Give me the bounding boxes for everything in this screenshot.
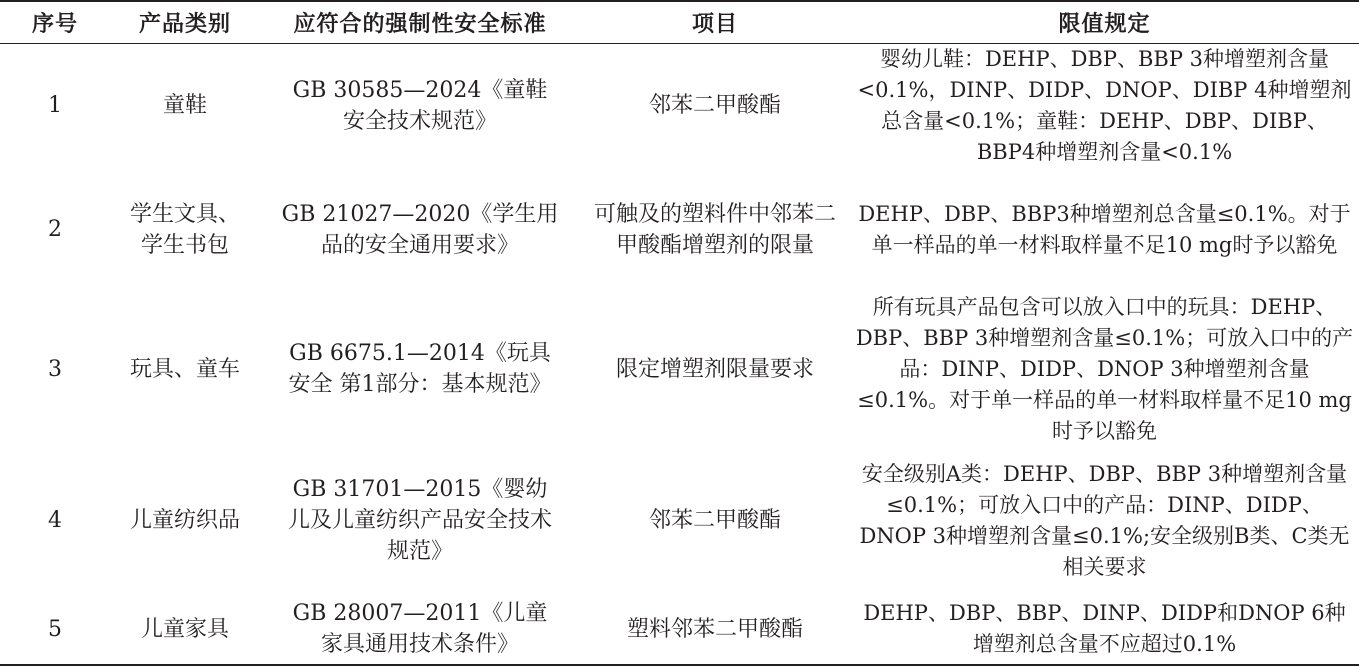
header-item: 项目 [580, 1, 850, 43]
row-limit: 安全级别A类：DEHP、DBP、BBP 3种增塑剂含量≤0.1%；可放入口中的产品：DINP、DIDP、DNOP 3种增塑剂含量≤0.1%;安全级别B类、C类无相关要求 [859, 461, 1350, 579]
row-standard: GB 30585—2024《童鞋安全技术规范》 [292, 77, 548, 134]
row-item: 邻苯二甲酸酯 [648, 508, 781, 533]
table-row [0, 43, 1359, 168]
row-standard: GB 21027—2020《学生用品的安全通用要求》 [281, 201, 559, 258]
row-category: 儿童纺织品 [129, 508, 240, 533]
row-index: 4 [48, 508, 62, 533]
header-index: 序号 [0, 1, 110, 43]
header-standard: 应符合的强制性安全标准 [260, 1, 580, 43]
row-index: 5 [0, 595, 110, 665]
row-limit: 所有玩具产品包含可以放入口中的玩具：DEHP、DBP、BBP 3种增塑剂含量≤0.1%；可放入口中的产品：DINP、DIDP、DNOP 3种增塑剂含量≤0.1%。对于单一样品的单一材料取样量不足10 mg时予以豁免 [855, 294, 1354, 443]
table-row [0, 595, 1359, 665]
table-header [0, 1, 1359, 43]
row-item: 限定增塑剂限量要求 [615, 356, 814, 382]
row-limit: DEHP、DBP、BBP3种增塑剂总含量≤0.1%。对于单一样品的单一材料取样量不足10 mg时予以豁免 [858, 201, 1351, 257]
row-index: 3 [48, 356, 62, 382]
header-row [0, 1, 1359, 43]
row-standard: GB 6675.1—2014《玩具安全 第1部分：基本规范》 [288, 341, 552, 397]
row-item: 塑料邻苯二甲酸酯 [580, 595, 850, 665]
row-category: 玩具、童车 [129, 356, 240, 382]
row-category: 儿童家具 [110, 595, 260, 665]
row-limit: DEHP、DBP、BBP、DINP、DIDP和DNOP 6种增塑剂总含量不应超过0.1% [850, 595, 1359, 665]
header-category: 产品类别 [110, 1, 260, 43]
row-index: 1 [48, 93, 62, 118]
row-item: 邻苯二甲酸酯 [648, 93, 781, 118]
row-category: 学生文具、学生书包 [129, 201, 240, 258]
header-limit: 限值规定 [850, 1, 1359, 43]
row-index: 2 [48, 217, 62, 242]
row-standard: GB 28007—2011《儿童家具通用技术条件》 [260, 595, 580, 665]
row-limit: 婴幼儿鞋：DEHP、DBP、BBP 3种增塑剂含量<0.1%，DINP、DIDP、DNOP、DIBP 4种增塑剂总含量<0.1%；童鞋：DEHP、DBP、DIBP、BBP4种增塑剂含量<0.1% [857, 46, 1352, 164]
table-body [0, 43, 1359, 665]
table-row [0, 292, 1359, 447]
row-standard: GB 31701—2015《婴幼儿及儿童纺织产品安全技术规范》 [287, 477, 552, 564]
table-row [0, 168, 1359, 292]
table-row [0, 447, 1359, 595]
row-category: 童鞋 [162, 93, 207, 118]
row-item: 可触及的塑料件中邻苯二甲酸酯增塑剂的限量 [593, 201, 836, 258]
